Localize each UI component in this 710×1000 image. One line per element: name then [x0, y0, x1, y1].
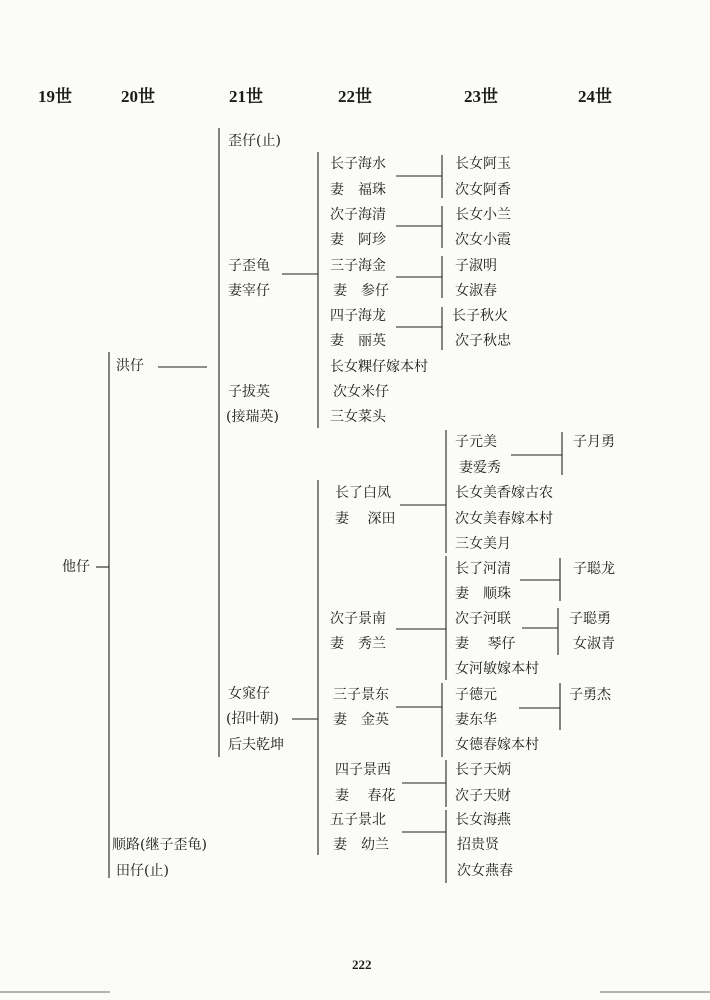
gen24-conglong: 子聪龙	[573, 561, 615, 577]
gen23-heqing-wife: 妻 顺珠	[455, 586, 511, 602]
gen21-waigui-wife: 妻宰仔	[228, 283, 270, 299]
header-gen-23: 23世	[464, 87, 498, 106]
gen21-kuzai-note: (招叶朝)	[226, 711, 279, 727]
gen22-jingxi-wife: 妻 春花	[335, 788, 396, 804]
gen23-deyuan: 子德元	[455, 687, 497, 703]
gen23-heqing: 长了河清	[455, 561, 511, 577]
gen24-shuqing: 女淑青	[573, 636, 615, 652]
gen22-jingbei: 五子景北	[330, 812, 386, 828]
gen24-congyong: 子聪勇	[569, 611, 611, 627]
gen23-meixiang: 长女美香嫁古农	[455, 485, 553, 501]
scan-edge-smudge-left	[0, 991, 110, 993]
gen22-baifeng-wife: 妻 深田	[335, 511, 396, 527]
gen24-yueyong: 子月勇	[573, 434, 615, 450]
gen22-jingdong-wife: 妻 金英	[333, 712, 389, 728]
gen19-tazai: 他仔	[62, 559, 90, 575]
gen22-haijin-wife: 妻 参仔	[333, 283, 389, 299]
gen22-haiqing: 次子海清	[330, 207, 386, 223]
gen23-haiyan: 长女海燕	[455, 812, 511, 828]
header-gen-20: 20世	[121, 87, 155, 106]
gen22-daughter-1: 长女粿仔嫁本村	[330, 359, 428, 375]
gen23-tiancai: 次子天财	[455, 788, 511, 804]
gen23-yanchun: 次女燕春	[457, 863, 513, 879]
gen23-meiyue: 三女美月	[455, 536, 511, 552]
gen22-hailong-wife: 妻 丽英	[330, 333, 386, 349]
gen24-yongjie: 子勇杰	[569, 687, 611, 703]
gen23-hemin: 女河敏嫁本村	[455, 661, 539, 677]
gen23-meichun: 次女美春嫁本村	[455, 511, 553, 527]
gen21-baying: 子拔英	[228, 384, 270, 400]
gen23-ayu: 长女阿玉	[455, 156, 511, 172]
gen23-deyuan-wife: 妻东华	[455, 712, 497, 728]
gen20-hongzai: 洪仔	[116, 358, 144, 374]
gen23-zhaoguixian: 招贵贤	[457, 837, 499, 853]
gen22-jingxi: 四子景西	[335, 762, 391, 778]
gen21-waigui: 子歪龟	[228, 258, 270, 274]
gen22-jingbei-wife: 妻 幼兰	[333, 837, 389, 853]
gen22-haishui: 长子海水	[330, 156, 386, 172]
header-gen-22: 22世	[338, 87, 372, 106]
gen22-haiqing-wife: 妻 阿珍	[330, 232, 386, 248]
gen21-baying-note: (接瑞英)	[226, 409, 279, 425]
gen23-helian: 次子河联	[455, 611, 511, 627]
header-gen-24: 24世	[578, 87, 612, 106]
gen20-shunlu: 顺路(继子歪龟)	[112, 837, 207, 853]
gen22-jingnan: 次子景南	[330, 611, 386, 627]
gen20-tianzai: 田仔(止)	[116, 863, 169, 879]
gen22-hailong: 四子海龙	[330, 308, 386, 324]
gen22-jingdong: 三子景东	[333, 687, 389, 703]
gen23-qiuhuo: 长子秋火	[452, 308, 508, 324]
gen23-axiang: 次女阿香	[455, 182, 511, 198]
gen22-baifeng: 长了白凤	[335, 485, 391, 501]
gen23-yuanmei: 子元美	[455, 434, 497, 450]
gen23-yuanmei-wife: 妻爱秀	[459, 460, 501, 476]
gen22-daughter-3: 三女菜头	[330, 409, 386, 425]
gen22-haishui-wife: 妻 福珠	[330, 182, 386, 198]
gen23-qiuzhong: 次子秋忠	[455, 333, 511, 349]
gen22-haijin: 三子海金	[330, 258, 386, 274]
header-gen-21: 21世	[229, 87, 263, 106]
gen21-kuzai: 女窕仔	[228, 686, 270, 702]
gen22-jingnan-wife: 妻 秀兰	[330, 636, 386, 652]
scan-edge-smudge-right	[600, 991, 710, 993]
page-number: 222	[352, 957, 372, 972]
gen23-xiaoxia: 次女小霞	[455, 232, 511, 248]
gen23-dechun: 女德春嫁本村	[455, 737, 539, 753]
gen23-shuming: 子淑明	[455, 258, 497, 274]
gen23-xiaolan: 长女小兰	[455, 207, 511, 223]
gen21-kuzai-later: 后夫乾坤	[228, 737, 284, 753]
gen23-tianbing: 长子天炳	[455, 762, 511, 778]
header-gen-19: 19世	[38, 87, 72, 106]
gen21-waizai: 歪仔(止)	[228, 133, 281, 149]
gen23-helian-wife: 妻 琴仔	[455, 636, 516, 652]
gen22-daughter-2: 次女米仔	[333, 384, 389, 400]
gen23-shuchun: 女淑春	[455, 283, 497, 299]
